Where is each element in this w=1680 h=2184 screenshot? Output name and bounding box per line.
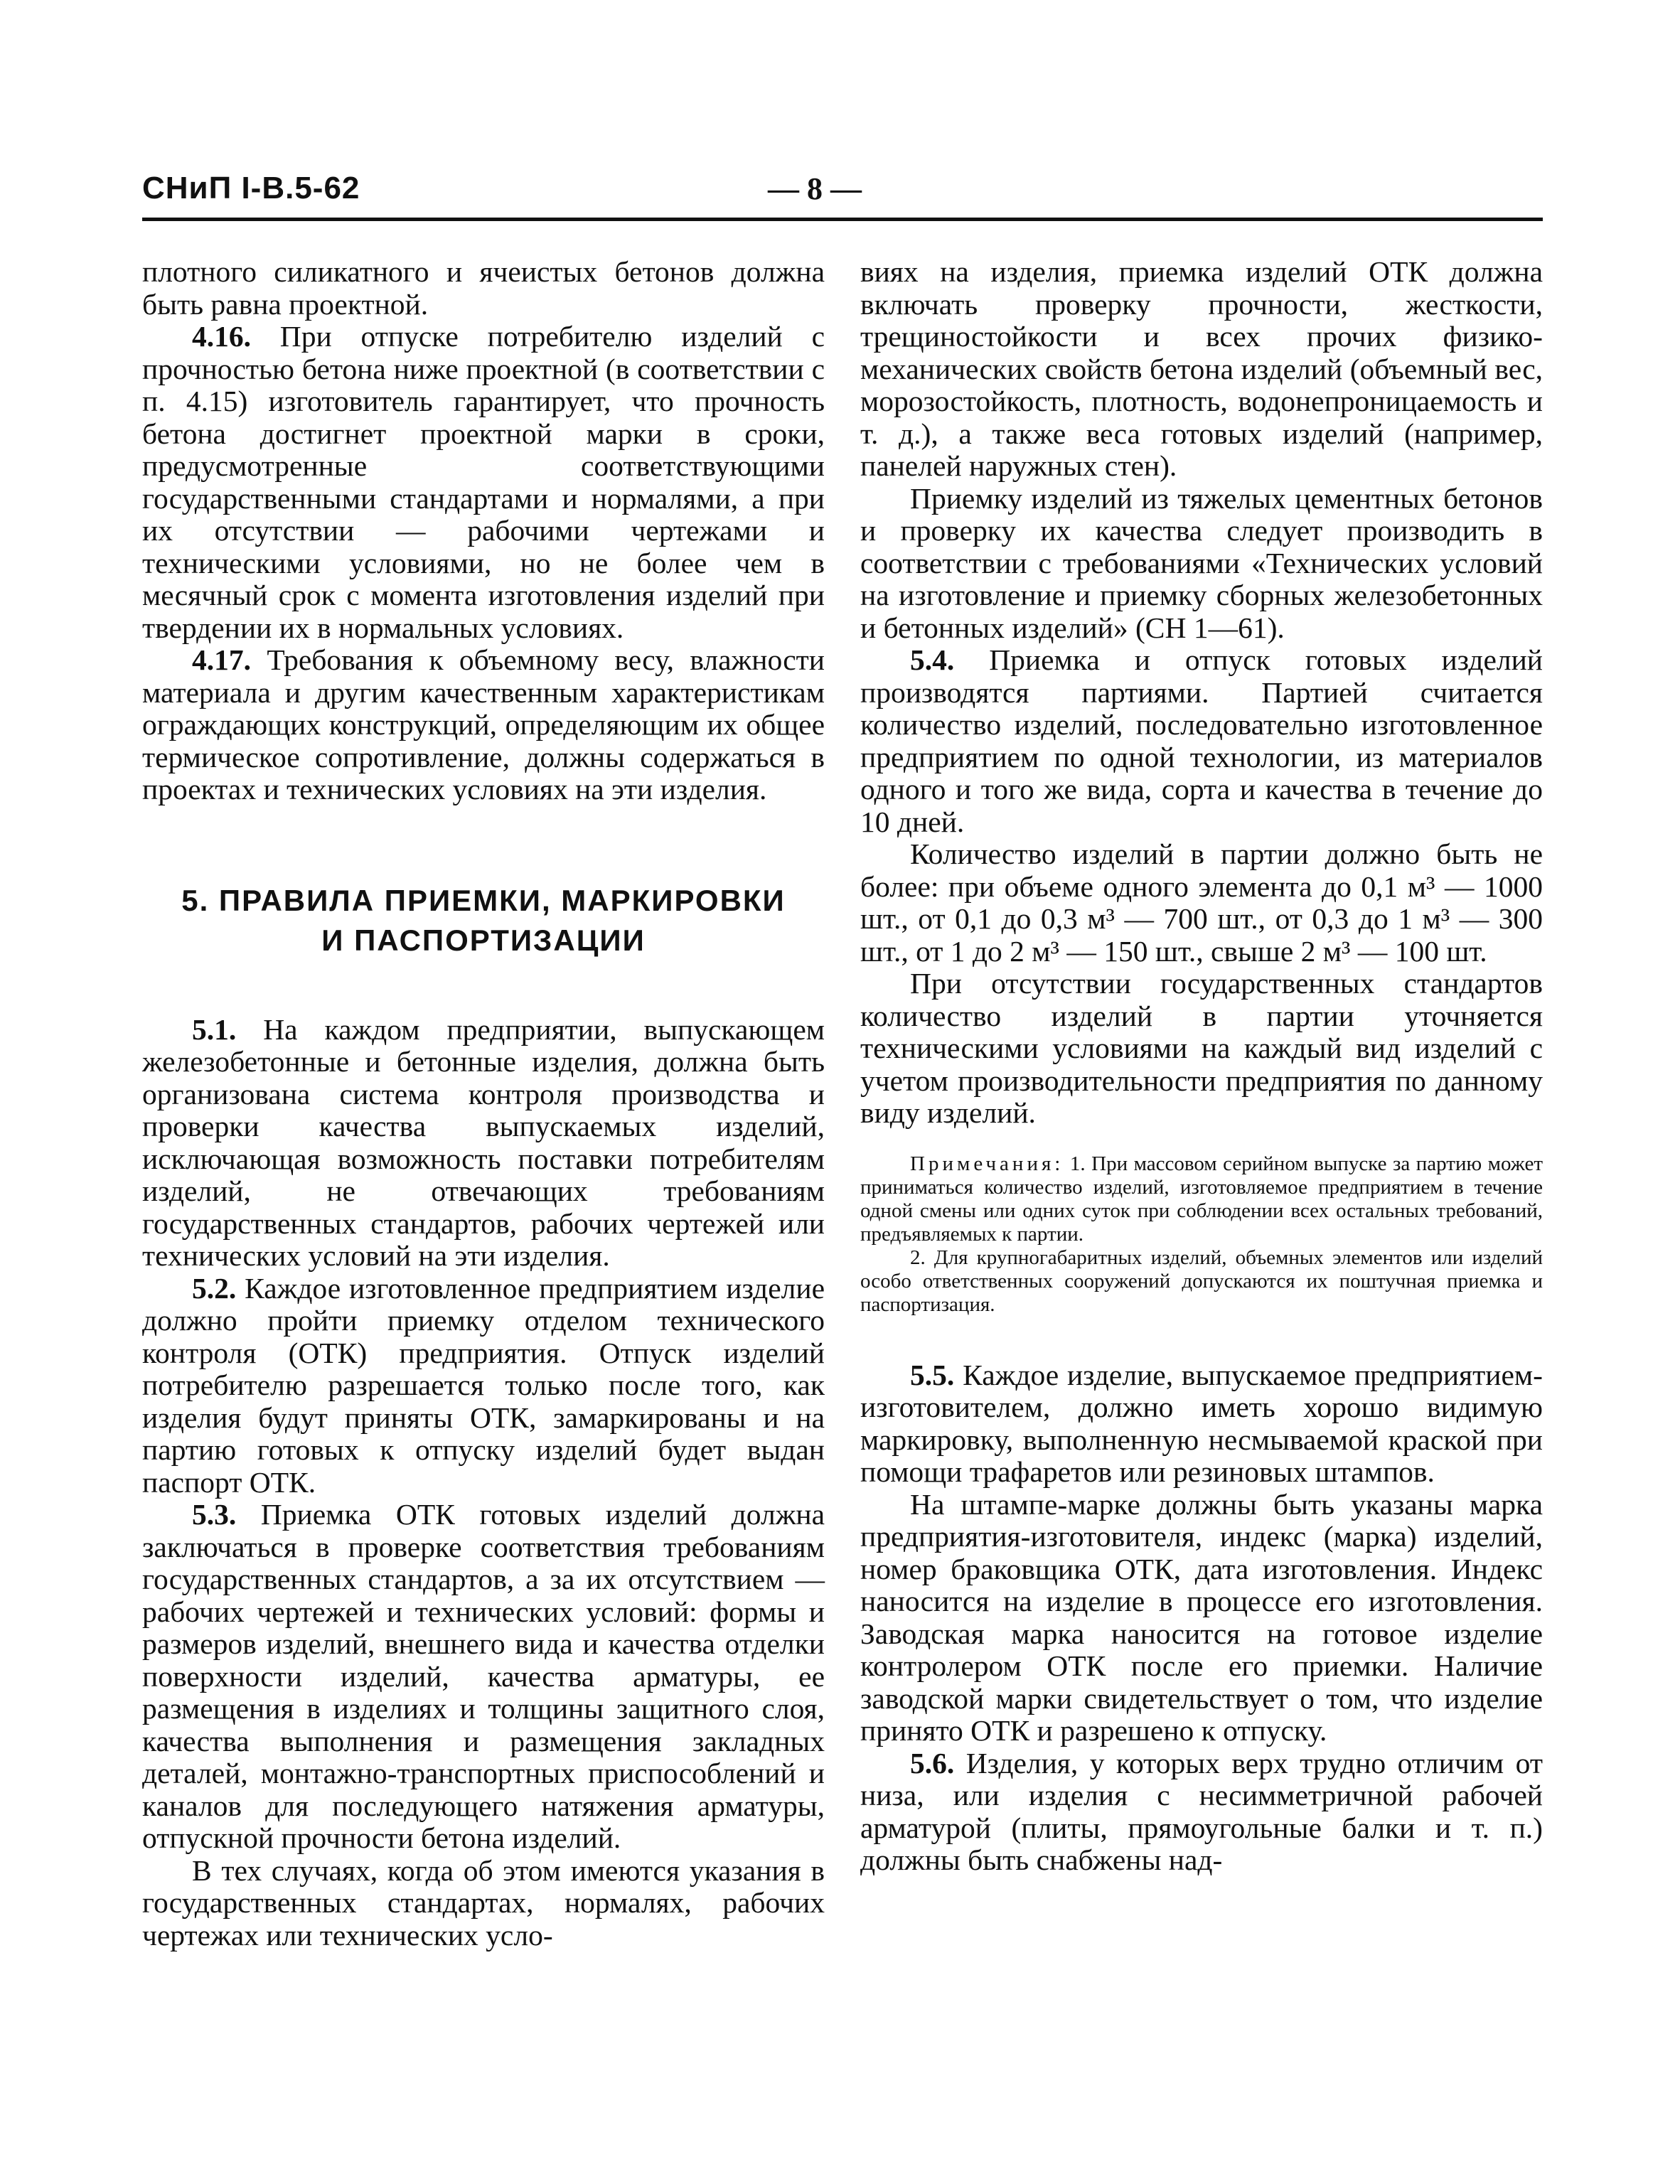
section-heading-line: И ПАСПОРТИЗАЦИИ (321, 923, 646, 957)
paragraph: виях на изделия, приемка изделий ОТК должна включать проверку прочности, жесткости, трещиностойкости и всех прочих физико-механических свойств бетона изделий (объемный вес, морозостойкость, плотность, водонепроницаемость и т. д.), а также веса готовых изделий (например, панелей наружных стен). (860, 255, 1543, 482)
note-1 (860, 1152, 1543, 1246)
paragraph-text: На каждом предприятии, выпускающем железобетонные и бетонные изделия, должна быть организована система контроля производства и проверки качества выпускаемых изделий, исключающая возможность поставки потребителям изделий, не отвечающих требованиям государственных стандартов, рабочих чертежей или технических условий на эти изделия. (142, 1012, 825, 1272)
paragraph-5-1 (142, 1014, 825, 1273)
paragraph: Количество изделий в партии должно быть не более: при объеме одного элемента до 0,1 м³ — 1000 шт., от 0,1 до 0,3 м³ — 700 шт., от 0,3 до 1 м³ — 300 шт., от 1 до 2 м³ — 150 шт., свыше 2 м³ — 100 шт. (860, 837, 1543, 968)
paragraph-text: Изделия, у которых верх трудно отличим от низа, или изделия с несимметричной рабочей арматурой (плиты, прямоугольные балки и т. п.) должны быть снабжены над- (860, 1746, 1543, 1876)
paragraph: На штампе-марке должны быть указаны марка предприятия-изготовителя, индекс (марка) изделий, номер браковщика ОТК, дата изготовления. Индекс наносится на изделие в процессе его изготовления. Заводская марка наносится на готовое изделие контролером ОТК после его приемки. Наличие заводской марки свидетельствует о том, что изделие принято ОТК и разрешено к отпуску. (860, 1487, 1543, 1747)
page-number: — 8 — (768, 171, 862, 206)
notes-label: Примечания: (910, 1152, 1064, 1175)
paragraph-5-5 (860, 1359, 1543, 1489)
paragraph: В тех случаях, когда об этом имеются указания в государственных стандартах, нормалях, рабочих чертежах или технических усло- (142, 1853, 825, 1952)
paragraph-5-4 (860, 644, 1543, 838)
left-column (142, 256, 825, 1952)
clause-number: 5.4. (910, 643, 955, 676)
clause-number: 4.16. (192, 320, 251, 353)
paragraph: Приемку изделий из тяжелых цементных бетонов и проверку их качества следует производить в соответствии с требованиями «Технических условий на изготовление и приемку сборных железобетонных и бетонных изделий» (СН 1—61). (860, 481, 1543, 644)
paragraph-5-3 (142, 1499, 825, 1855)
paragraph: плотного силикатного и ячеистых бетонов должна быть равна проектной. (142, 255, 825, 321)
notes-block (860, 1152, 1543, 1317)
paragraph-text: Каждое изделие, выпускаемое предприятием-изготовителем, должно иметь хорошо видимую маркировку, выполненную несмываемой краской при помощи трафаретов или резиновых штампов. (860, 1358, 1543, 1488)
clause-number: 5.1. (192, 1012, 237, 1046)
paragraph-text: При отпуске потребителю изделий с прочностью бетона ниже проектной (в соответствии с п. 4.15) изготовитель гарантирует, что прочность бетона достигнет проектной марки в сроки, предусмотренные соответствующими государственными стандартами и нормалями, а при их отсутствии — рабочими чертежами и техническими условиями, но не более чем в месячный срок с момента изготовления изделий при твердении их в нормальных условиях. (142, 320, 825, 644)
paragraph-4-17 (142, 644, 825, 806)
clause-number: 5.5. (910, 1358, 955, 1391)
page-header (142, 171, 1543, 220)
section-heading-line: 5. ПРАВИЛА ПРИЕМКИ, МАРКИРОВКИ (181, 883, 786, 917)
clause-number: 5.3. (192, 1498, 237, 1531)
paragraph-text: Требования к объемному весу, влажности материала и другим качественным характеристикам ограждающих конструкций, определяющим их общее термическое сопротивление, должны содержаться в проектах и технических условиях на эти изделия. (142, 643, 825, 805)
paragraph-5-6 (860, 1747, 1543, 1877)
section-heading (142, 881, 825, 960)
note-text: 1. При массовом серийном выпуске за партию может приниматься количество изделий, изготовляемое предприятием в течение одной смены или одних суток при соблюдении всех остальных требований, предъявляемых к партии. (860, 1152, 1543, 1246)
clause-number: 5.6. (910, 1746, 955, 1779)
paragraph-5-2 (142, 1273, 825, 1499)
paragraph-text: Приемка и отпуск готовых изделий производятся партиями. Партией считается количество изделий, последовательно изготовленное предприятием по одной технологии, из материалов одного и того же вида, сорта и качества в течение до 10 дней. (860, 643, 1543, 838)
clause-number: 5.2. (192, 1271, 237, 1305)
header-rule (142, 218, 1543, 221)
document-code: СНиП I-В.5-62 (142, 171, 360, 205)
paragraph-4-16 (142, 321, 825, 644)
clause-number: 4.17. (192, 643, 251, 676)
paragraph-text: Каждое изготовленное предприятием изделие должно пройти приемку отделом технического контроля (ОТК) предприятия. Отпуск изделий потребителю разрешается только после того, как изделия будут приняты ОТК, замаркированы и на партию готовых к отпуску изделий будет выдан паспорт ОТК. (142, 1271, 825, 1499)
paragraph-text: Приемка ОТК готовых изделий должна заключаться в проверке соответствия требованиям государственных стандартов, а за их отсутствием — рабочих чертежей и технических условий: формы и размеров изделий, внешнего вида и качества отделки поверхности изделий, качества арматуры, ее размещения в изделиях и толщины защитного слоя, качества выполнения и размещения закладных деталей, монтажно-транспортных приспособлений и каналов для последующего натяжения арматуры, отпускной прочности бетона изделий. (142, 1498, 825, 1854)
paragraph: При отсутствии государственных стандартов количество изделий в партии уточняется техническими условиями на каждый вид изделий с учетом производительности предприятия по данному виду изделий. (860, 967, 1543, 1129)
note-2: 2. Для крупногабаритных изделий, объемных элементов или изделий особо ответственных сооружений допускаются их поштучная приемка и паспортизация. (860, 1246, 1543, 1316)
right-column (860, 256, 1543, 1877)
